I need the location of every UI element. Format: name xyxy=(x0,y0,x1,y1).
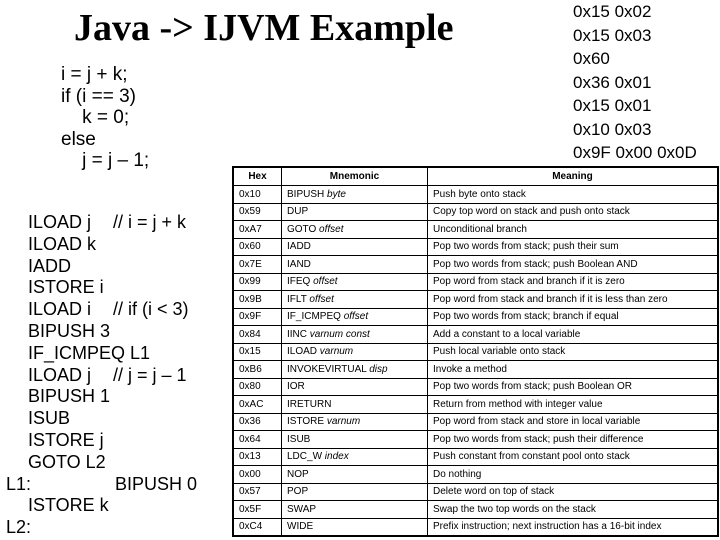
meaning-cell: Add a constant to a local variable xyxy=(428,326,718,344)
hex-cell: 0x15 xyxy=(234,343,282,361)
meaning-cell: Push byte onto stack xyxy=(428,186,718,204)
mnemonic-cell xyxy=(282,483,428,501)
meaning-cell: Prefix instruction; next instruction has a 16-bit index xyxy=(428,518,718,536)
code-instruction: ILOAD k xyxy=(28,233,97,254)
mnemonic-operand: offset xyxy=(319,223,344,235)
table-row xyxy=(234,238,718,256)
code-instruction: ILOAD j xyxy=(28,364,92,385)
mnemonic-operand: offset xyxy=(309,293,334,305)
code-instruction: ISTORE j xyxy=(28,430,104,450)
mnemonic-cell xyxy=(282,308,428,326)
hex-cell: 0x57 xyxy=(234,483,282,501)
column-header-mnemonic: Mnemonic xyxy=(282,168,428,186)
mnemonic-op: WIDE xyxy=(287,521,314,533)
code-instruction: ISUB xyxy=(28,408,71,429)
table-row xyxy=(234,518,718,536)
meaning-cell: Do nothing xyxy=(428,466,718,484)
mnemonic-op: ILOAD xyxy=(287,346,318,358)
table-header-row xyxy=(234,168,718,186)
mnemonic-op: IF_ICMPEQ xyxy=(287,311,341,323)
code-instruction: ISTORE k xyxy=(28,495,109,516)
mnemonic-cell xyxy=(282,448,428,466)
hex-cell: 0x36 xyxy=(234,413,282,431)
hex-cell: 0x7E xyxy=(234,256,282,274)
slide-title: Java -> IJVM Example xyxy=(74,7,454,49)
hex-cell: 0x9F xyxy=(234,308,282,326)
code-comment: // i = j + k xyxy=(113,212,187,232)
meaning-cell: Copy top word on stack and push onto stack xyxy=(428,203,718,221)
mnemonic-cell xyxy=(282,186,428,204)
meaning-cell: Pop word from stack and branch if it is less than zero xyxy=(428,291,718,309)
java-line: i = j + k; xyxy=(61,64,128,85)
java-line: k = 0; xyxy=(61,107,130,128)
mnemonic-operand: offset xyxy=(343,311,369,323)
hex-cell: 0x9B xyxy=(234,291,282,309)
mnemonic-op: SWAP xyxy=(287,503,317,515)
table-row xyxy=(234,501,718,519)
table-row xyxy=(234,221,718,239)
meaning-cell: Pop word from stack and branch if it is zero xyxy=(428,273,718,291)
mnemonic-cell xyxy=(282,203,428,221)
java-line: j = j – 1; xyxy=(61,150,150,171)
mnemonic-operand: varnum xyxy=(326,416,361,428)
hex-cell: 0x00 xyxy=(234,466,282,484)
mnemonic-cell xyxy=(282,396,428,414)
table-row xyxy=(234,326,718,344)
code-instruction: IF_ICMPEQ L1 xyxy=(28,342,151,363)
table-row xyxy=(234,431,718,449)
mnemonic-op: IADD xyxy=(287,241,311,253)
mnemonic-op: NOP xyxy=(287,468,309,480)
meaning-cell: Invoke a method xyxy=(428,361,718,379)
table-row xyxy=(234,256,718,274)
meaning-cell: Pop two words from stack; branch if equal xyxy=(428,308,718,326)
code-label: L1: xyxy=(6,473,32,494)
meaning-cell: Pop two words from stack; push their sum xyxy=(428,238,718,256)
mnemonic-cell xyxy=(282,343,428,361)
table-row xyxy=(234,203,718,221)
bytecode-line: 0x15 0x01 xyxy=(573,96,652,115)
table-row xyxy=(234,273,718,291)
hex-cell: 0x5F xyxy=(234,501,282,519)
mnemonic-operand: index xyxy=(324,451,349,463)
bytecode-line: 0x36 0x01 xyxy=(573,72,652,92)
mnemonic-op: IAND xyxy=(287,258,311,270)
bytecode-line: 0x15 0x02 xyxy=(573,2,652,21)
meaning-cell: Pop two words from stack; push Boolean OR xyxy=(428,378,718,396)
code-instruction: BIPUSH 1 xyxy=(28,386,111,407)
mnemonic-op: INVOKEVIRTUAL xyxy=(287,363,367,375)
meaning-cell: Return from method with integer value xyxy=(428,396,718,414)
table-row xyxy=(234,291,718,309)
code-instruction: GOTO L2 xyxy=(28,451,106,472)
table-row xyxy=(234,396,718,414)
mnemonic-cell xyxy=(282,466,428,484)
code-comment: // if (i < 3) xyxy=(113,299,189,320)
mnemonic-op: POP xyxy=(287,486,309,498)
table-row xyxy=(234,361,718,379)
mnemonic-op: IFEQ xyxy=(287,276,311,288)
code-label: L2: xyxy=(6,517,32,538)
code-instruction: ILOAD j xyxy=(28,212,92,232)
mnemonic-op: DUP xyxy=(287,206,309,218)
table-row xyxy=(234,308,718,326)
column-header-meaning: Meaning xyxy=(428,168,718,186)
mnemonic-cell xyxy=(282,413,428,431)
hex-cell: 0x80 xyxy=(234,378,282,396)
table-row xyxy=(234,483,718,501)
hex-cell: 0x59 xyxy=(234,203,282,221)
table-row xyxy=(234,413,718,431)
mnemonic-op: ISUB xyxy=(287,433,311,445)
mnemonic-operand: disp xyxy=(369,363,388,375)
table-row xyxy=(234,466,718,484)
meaning-cell: Delete word on top of stack xyxy=(428,483,718,501)
mnemonic-cell xyxy=(282,291,428,309)
mnemonic-op: GOTO xyxy=(287,223,317,235)
meaning-cell: Pop two words from stack; push Boolean AND xyxy=(428,256,718,274)
meaning-cell: Swap the two top words on the stack xyxy=(428,501,718,519)
hex-cell: 0x99 xyxy=(234,273,282,291)
mnemonic-cell xyxy=(282,361,428,379)
bytecode-line: 0x60 xyxy=(573,49,610,68)
table-row xyxy=(234,448,718,466)
code-instruction: ISTORE i xyxy=(28,277,104,298)
mnemonic-cell xyxy=(282,431,428,449)
hex-cell: 0x13 xyxy=(234,448,282,466)
mnemonic-cell xyxy=(282,378,428,396)
mnemonic-op: IOR xyxy=(287,381,305,393)
mnemonic-operand: byte xyxy=(327,188,346,200)
hex-bytecode xyxy=(573,0,697,165)
bytecode-line: 0x15 0x03 xyxy=(573,25,652,45)
meaning-cell: Pop two words from stack; push their difference xyxy=(428,431,718,449)
table-row xyxy=(234,378,718,396)
code-instruction: IADD xyxy=(28,255,72,276)
java-line: if (i == 3) xyxy=(61,85,136,107)
mnemonic-operand: varnum const xyxy=(309,328,370,340)
hex-cell: 0x64 xyxy=(234,431,282,449)
mnemonic-cell xyxy=(282,273,428,291)
code-instruction: BIPUSH 3 xyxy=(28,321,111,341)
java-line: else xyxy=(61,128,96,150)
meaning-cell: Pop word from stack and store in local variable xyxy=(428,413,718,431)
mnemonic-cell xyxy=(282,256,428,274)
instruction-table xyxy=(232,166,719,537)
meaning-cell: Push constant from constant pool onto stack xyxy=(428,448,718,466)
mnemonic-op: BIPUSH xyxy=(287,188,325,200)
mnemonic-cell xyxy=(282,221,428,239)
mnemonic-operand: offset xyxy=(313,276,338,288)
mnemonic-op: IRETURN xyxy=(287,398,332,410)
mnemonic-op: LDC_W xyxy=(287,451,323,463)
hex-cell: 0x60 xyxy=(234,238,282,256)
mnemonic-op: IINC xyxy=(287,328,307,340)
mnemonic-op: IFLT xyxy=(287,293,307,305)
column-header-hex: Hex xyxy=(234,168,282,186)
mnemonic-cell xyxy=(282,326,428,344)
code-comment: // j = j – 1 xyxy=(113,364,187,385)
hex-cell: 0x10 xyxy=(234,186,282,204)
mnemonic-cell xyxy=(282,238,428,256)
hex-cell: 0xC4 xyxy=(234,518,282,536)
hex-cell: 0x84 xyxy=(234,326,282,344)
code-instruction: BIPUSH 0 xyxy=(115,473,198,494)
table-row xyxy=(234,186,718,204)
meaning-cell: Push local variable onto stack xyxy=(428,343,718,361)
bytecode-line: 0x9F 0x00 0x0D xyxy=(573,143,697,162)
mnemonic-operand: varnum xyxy=(319,346,354,358)
hex-cell: 0xAC xyxy=(234,396,282,414)
bytecode-line: 0x10 0x03 xyxy=(573,119,652,139)
hex-cell: 0xA7 xyxy=(234,221,282,239)
code-instruction: ILOAD i xyxy=(28,299,92,320)
mnemonic-cell xyxy=(282,501,428,519)
meaning-cell: Unconditional branch xyxy=(428,221,718,239)
hex-cell: 0xB6 xyxy=(234,361,282,379)
table-row xyxy=(234,343,718,361)
mnemonic-cell xyxy=(282,518,428,536)
mnemonic-op: ISTORE xyxy=(287,416,325,428)
java-source xyxy=(61,64,149,172)
